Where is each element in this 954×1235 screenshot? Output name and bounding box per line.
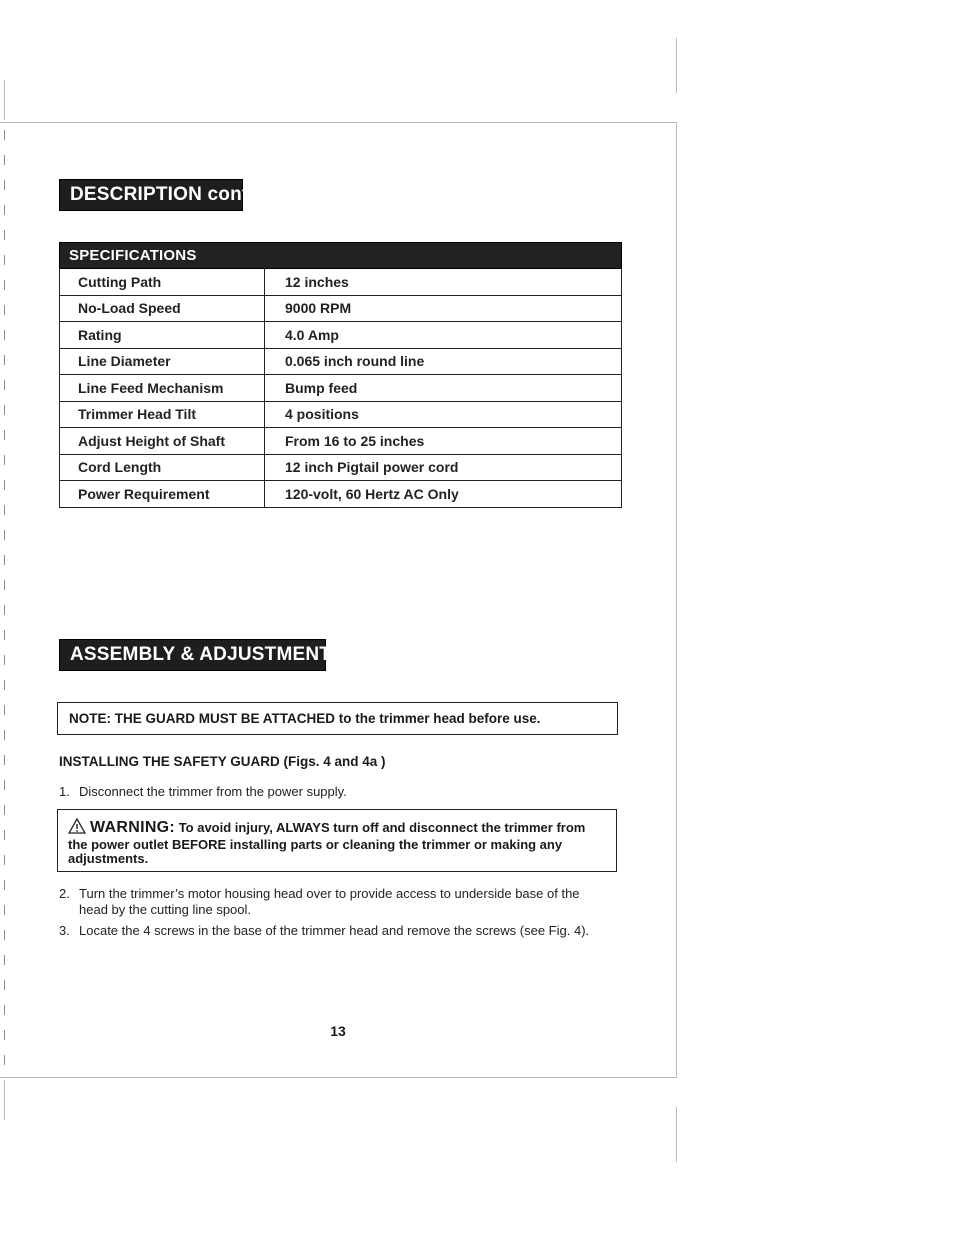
binding-dash: [4, 180, 5, 190]
binding-dash: [4, 655, 5, 665]
guard-note-box: [57, 702, 618, 735]
step-number: 1.: [59, 784, 70, 799]
binding-dash: [4, 530, 5, 540]
spec-label: Line Diameter: [60, 348, 265, 375]
installing-heading: INSTALLING THE SAFETY GUARD (Figs. 4 and 4a ): [59, 754, 386, 769]
binding-dash: [4, 205, 5, 215]
table-row: [60, 269, 622, 296]
binding-dash: [4, 230, 5, 240]
spec-value: Bump feed: [265, 375, 622, 402]
binding-dash: [4, 255, 5, 265]
binding-dash: [4, 280, 5, 290]
frame-top-line: [0, 122, 677, 123]
spec-value: 12 inch Pigtail power cord: [265, 454, 622, 481]
table-row: [60, 454, 622, 481]
binding-dash: [4, 680, 5, 690]
table-row: [60, 375, 622, 402]
binding-dash: [4, 1005, 5, 1015]
spec-label: Line Feed Mechanism: [60, 375, 265, 402]
binding-dash: [4, 930, 5, 940]
specifications-table: [59, 242, 622, 508]
spec-label: Adjust Height of Shaft: [60, 428, 265, 455]
spec-value: 0.065 inch round line: [265, 348, 622, 375]
warning-triangle-icon: [68, 818, 86, 838]
table-row: [60, 348, 622, 375]
spec-label: Trimmer Head Tilt: [60, 401, 265, 428]
binding-dash: [4, 480, 5, 490]
trim-mark-bottom-right: [676, 1107, 677, 1162]
binding-dash: [4, 380, 5, 390]
trim-mark-left-top: [4, 80, 5, 120]
binding-dash: [4, 805, 5, 815]
spec-value: 4 positions: [265, 401, 622, 428]
binding-dash: [4, 555, 5, 565]
step-text: Turn the trimmer’s motor housing head over to provide access to underside base of the head by the cutting line spool.: [79, 886, 580, 917]
binding-dash: [4, 705, 5, 715]
binding-dash: [4, 130, 5, 140]
table-row: [60, 295, 622, 322]
spec-label: Cord Length: [60, 454, 265, 481]
spec-label: Cutting Path: [60, 269, 265, 296]
page-number: 13: [330, 1023, 346, 1039]
binding-dash: [4, 155, 5, 165]
guard-note-text: NOTE: THE GUARD MUST BE ATTACHED to the trimmer head before use.: [69, 711, 541, 726]
binding-dash: [4, 955, 5, 965]
binding-dash: [4, 405, 5, 415]
spec-value: 120-volt, 60 Hertz AC Only: [265, 481, 622, 508]
spec-label: No-Load Speed: [60, 295, 265, 322]
step-text: Locate the 4 screws in the base of the trimmer head and remove the screws (see Fig. 4).: [79, 923, 590, 938]
description-banner: DESCRIPTION cont.: [59, 179, 243, 211]
step-text: Disconnect the trimmer from the power supply.: [79, 784, 347, 799]
table-row: [60, 322, 622, 349]
step-number: 2.: [59, 886, 70, 901]
spec-value: 9000 RPM: [265, 295, 622, 322]
binding-dash: [4, 330, 5, 340]
spec-label: Rating: [60, 322, 265, 349]
frame-bottom-line: [0, 1077, 677, 1078]
binding-dash: [4, 580, 5, 590]
binding-dash: [4, 880, 5, 890]
binding-dash: [4, 1055, 5, 1065]
binding-dash: [4, 630, 5, 640]
warning-label: WARNING:: [90, 819, 176, 836]
trim-mark-left-bottom: [4, 1080, 5, 1120]
table-row: [60, 481, 622, 508]
binding-dash: [4, 305, 5, 315]
spec-label: Power Requirement: [60, 481, 265, 508]
binding-dash: [4, 505, 5, 515]
table-row: [60, 428, 622, 455]
assembly-banner: ASSEMBLY & ADJUSTMENTS: [59, 639, 326, 671]
binding-dash: [4, 855, 5, 865]
binding-dash: [4, 605, 5, 615]
binding-dash: [4, 455, 5, 465]
binding-dash: [4, 830, 5, 840]
trim-mark-top-right: [676, 38, 677, 93]
specifications-header: SPECIFICATIONS: [60, 243, 622, 269]
spec-value: From 16 to 25 inches: [265, 428, 622, 455]
table-row: [60, 401, 622, 428]
binding-dash: [4, 980, 5, 990]
binding-dash: [4, 780, 5, 790]
binding-dash: [4, 355, 5, 365]
spec-value: 12 inches: [265, 269, 622, 296]
binding-dash: [4, 905, 5, 915]
binding-dash: [4, 430, 5, 440]
spec-value: 4.0 Amp: [265, 322, 622, 349]
warning-text: To avoid injury, ALWAYS turn off and disconnect the trimmer from the power outlet BEFORE installing parts or cleaning the trimmer or making any adjustments.: [68, 820, 586, 866]
binding-dash: [4, 730, 5, 740]
frame-right-line: [676, 122, 677, 1078]
binding-dash: [4, 755, 5, 765]
step-number: 3.: [59, 923, 70, 938]
warning-box: [57, 809, 617, 872]
